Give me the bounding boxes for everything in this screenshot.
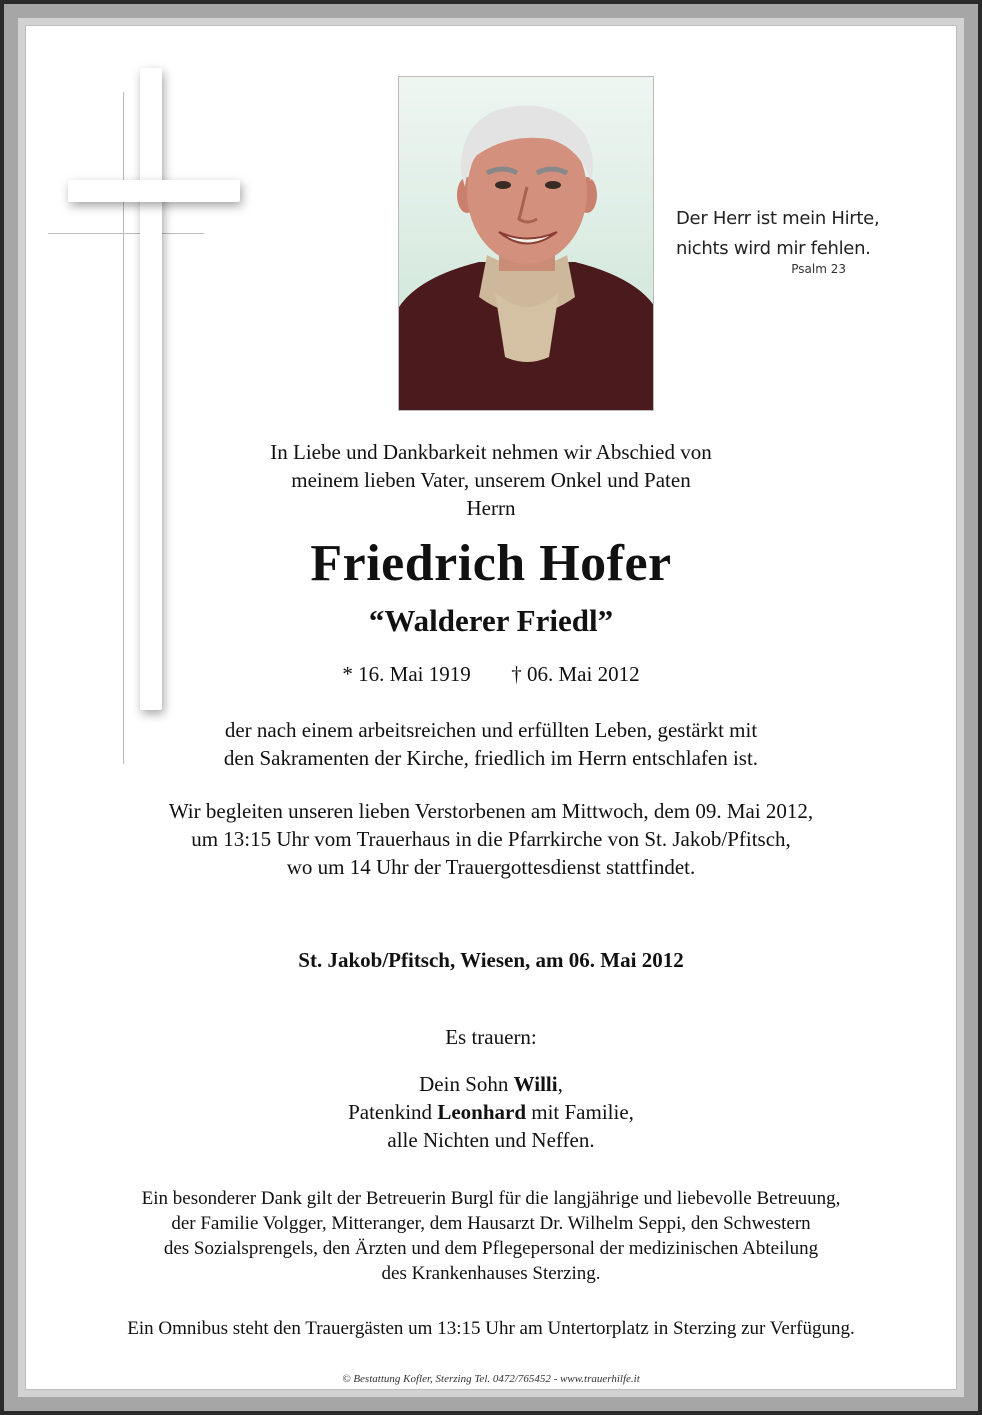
mourner-line-1: Dein Sohn Willi, <box>419 1072 563 1096</box>
intro-line-2: meinem lieben Vater, unserem Onkel und Paten <box>291 468 691 492</box>
funeral-line-2: um 13:15 Uhr vom Trauerhaus in die Pfarrkirche von St. Jakob/Pfitsch, <box>191 827 791 851</box>
deceased-name: Friedrich Hofer <box>310 535 672 592</box>
passing-line-2: den Sakramenten der Kirche, friedlich im Herrn entschlafen ist. <box>223 746 759 770</box>
mourner-line-3: alle Nichten und Neffen. <box>387 1128 595 1152</box>
footer-credit: © Bestattung Kofler, Sterzing Tel. 0472/765452 - www.trauerhilfe.it <box>342 1373 640 1385</box>
life-dates <box>40 660 942 688</box>
mourner-line-2: Patenkind Leonhard mit Familie, <box>348 1100 634 1124</box>
passing-text <box>40 716 942 772</box>
mourners-list <box>40 1070 942 1154</box>
portrait-illustration <box>399 77 654 411</box>
thanks-line-4: des Krankenhauses Sterzing. <box>381 1263 601 1284</box>
mourners-heading: Es trauern: <box>445 1025 537 1049</box>
funeral-line-1: Wir begleiten unseren lieben Verstorbenen am Mittwoch, dem 09. Mai 2012, <box>168 799 814 823</box>
place-date: St. Jakob/Pfitsch, Wiesen, am 06. Mai 2012 <box>298 948 684 972</box>
cross-guide-horizontal <box>48 233 204 234</box>
death-date: † 06. Mai 2012 <box>511 662 640 686</box>
psalm-reference: Psalm 23 <box>791 262 846 276</box>
thanks-line-3: des Sozialsprengels, den Ärzten und dem Pflegepersonal der medizinischen Abteilung <box>163 1238 819 1259</box>
passing-line-1: der nach einem arbeitsreichen und erfüllten Leben, gestärkt mit <box>224 718 758 742</box>
portrait-photo <box>398 76 654 411</box>
psalm-line-2: nichts wird mir fehlen. <box>676 238 871 259</box>
birth-date: * 16. Mai 1919 <box>342 662 471 686</box>
psalm-line-1: Der Herr ist mein Hirte, <box>676 208 880 229</box>
bus-notice: Ein Omnibus steht den Trauergästen um 13:15 Uhr am Untertorplatz in Sterzing zur Verfügung. <box>127 1318 855 1339</box>
intro-line-1: In Liebe und Dankbarkeit nehmen wir Abschied von <box>270 440 712 464</box>
psalm-quote <box>676 204 896 276</box>
thanks-text <box>40 1186 942 1286</box>
funeral-line-3: wo um 14 Uhr der Trauergottesdienst stattfindet. <box>286 855 696 879</box>
intro-text <box>40 438 942 522</box>
thanks-line-1: Ein besonderer Dank gilt der Betreuerin Burgl für die langjährige und liebevolle Betreuung, <box>141 1188 841 1209</box>
intro-line-3: Herrn <box>466 496 516 520</box>
deceased-nickname: “Walderer Friedl” <box>368 603 614 638</box>
thanks-line-2: der Familie Volgger, Mitteranger, dem Hausarzt Dr. Wilhelm Seppi, den Schwestern <box>171 1213 811 1234</box>
funeral-text <box>40 797 942 881</box>
